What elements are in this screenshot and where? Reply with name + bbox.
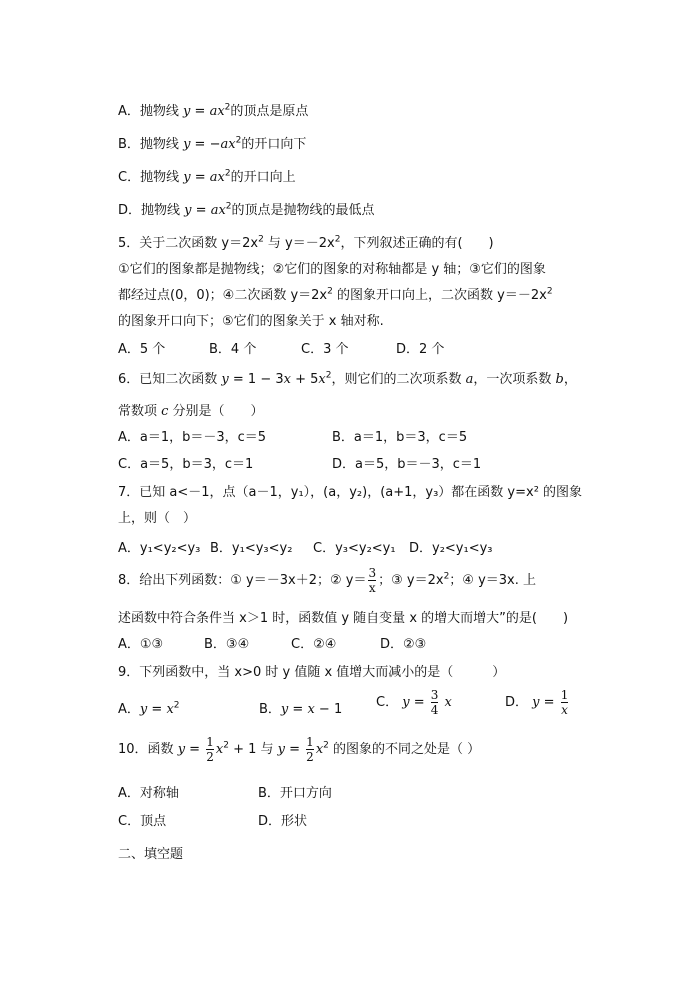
q9-option-c: C． y = $\frac{3}{4}$ x (376, 688, 452, 717)
q4-option-a-formula: y (183, 104, 191, 119)
q4-option-b-formula: y (183, 137, 191, 152)
q4-option-c-prefix: C．抛物线 (118, 170, 184, 185)
q4-option-c-suffix: 的开口向上 (230, 170, 296, 185)
q9-option-b: B．y = x − 1 (259, 702, 343, 717)
q7-line-2: 上，则（ ） (118, 511, 197, 526)
q8-line-2: 述函数中符合条件当 x＞1 时，函数值 y 随自变量 x 的增大而增大”的是( ) (118, 611, 569, 626)
q10-fraction-half-a: $\frac{1}{2}$ (206, 735, 214, 764)
q5-title: 5．关于二次函数 $y=2x^2$ 与 $y=-2x^2$，下列叙述正确的有( ) (118, 234, 494, 251)
q5-statement-line-3: 的图象开口向下；⑤它们的图象关于 x 轴对称. (118, 314, 384, 329)
q8-option-b: B．③④ (204, 637, 250, 652)
q6-option-b: B．a＝1，b＝3，c＝5 (332, 430, 468, 445)
q8-option-a: A．①③ (118, 637, 164, 652)
q10-title-part-a: 10．函数 (118, 742, 178, 757)
q8-title-part-c: ；④ y＝3x. 上 (449, 573, 537, 588)
q8-title: 8．给出下列函数：① y＝－3x＋2；② y＝ $\frac{3}{x}$ ；③ $y=2x^2$；④ y＝3x. 上 (118, 566, 537, 595)
q6-option-d: D．a＝5，b＝－3，c＝1 (332, 457, 482, 472)
q5-statement-line-2: 都经过点(0，0)；④二次函数 $y=2x^2$ 的图象开口向上，二次函数 $y=-2x^2$ (118, 286, 553, 303)
q5-option-a: A．5 个 (118, 342, 166, 357)
q4-option-b-suffix: 的开口向下 (241, 137, 307, 152)
q6-option-c: C．a＝5，b＝3，c＝1 (118, 457, 254, 472)
q5-option-c: C．3 个 (301, 342, 349, 357)
q7-title: 7．已知 a<－1，点（a－1，y₁），(a，y₂)，(a+1，y₃）都在函数 y=x² 的图象 (118, 485, 583, 500)
q9-option-a: A．$y = x^2$ (118, 700, 180, 717)
q8-title-part-b: ；③ y＝2x (378, 573, 444, 588)
q9-option-b-label: B． (259, 702, 281, 717)
q10-option-d: D．形状 (258, 814, 308, 829)
q5-option-d: D．2 个 (396, 342, 445, 357)
q6-title-part-c: ，一次项系数 (473, 372, 556, 387)
q8-option-c: C．②④ (291, 637, 337, 652)
q5-line-2-part-a: 都经过点(0，0)；④二次函数 y＝2x (118, 288, 328, 303)
q4-option-d-suffix: 的顶点是抛物线的最低点 (231, 203, 375, 218)
q9-option-c-label: C． (376, 695, 399, 710)
q7-option-b: B．y₁<y₃<y₂ (210, 541, 293, 556)
q9-option-a-label: A． (118, 702, 140, 717)
q8-title-part-a: 8．给出下列函数：① y＝－3x＋2；② y＝ (118, 573, 367, 588)
q6-line-2-part-a: 常数项 (118, 404, 162, 419)
q6-title-part-a: 6．已知二次函数 (118, 372, 222, 387)
q4-option-c: C．抛物线 $y = ax^2$的开口向上 (118, 168, 296, 185)
q10-option-c: C．顶点 (118, 814, 167, 829)
q10-fraction-half-b: $\frac{1}{2}$ (306, 735, 314, 764)
q4-option-b: B．抛物线 $y = -ax^2$的开口向下 (118, 135, 307, 152)
q4-option-d-formula: y (184, 203, 192, 218)
q10-title-part-c: 的图象的不同之处是（ ） (328, 742, 481, 757)
q7-option-d: D．y₂<y₁<y₃ (409, 541, 493, 556)
q8-fraction-3-over-x: $\frac{3}{x}$ (368, 566, 377, 595)
q4-option-a: A．抛物线 $y = ax^2$的顶点是原点 (118, 102, 309, 119)
q10-title: 10．函数 y = $\frac{1}{2}$ $x^2 + 1$ 与 y = $\frac{1}{2}$ $x^2$ 的图象的不同之处是（ ） (118, 735, 481, 764)
q7-option-a: A．y₁<y₂<y₃ (118, 541, 201, 556)
q5-option-b: B．4 个 (209, 342, 257, 357)
q9-option-d: D． y = $\frac{1}{x}$ (505, 688, 569, 717)
q9-title: 9．下列函数中，当 x>0 时 y 值随 x 值增大而减小的是（ ） (118, 665, 506, 680)
q9-fraction-3-over-4: $\frac{3}{4}$ (430, 688, 439, 717)
q10-option-b: B．开口方向 (258, 786, 332, 801)
q10-title-part-b: 与 (256, 742, 278, 757)
q5-line-2-part-b: 的图象开口向上，二次函数 y＝－2x (332, 288, 547, 303)
q7-option-c: C．y₃<y₂<y₁ (313, 541, 396, 556)
q5-title-part-c: ，下列叙述正确的有( ) (340, 236, 494, 251)
q5-statement-line-1: ①它们的图象都是抛物线；②它们的图象的对称轴都是 y 轴；③它们的图象 (118, 262, 546, 277)
q6-option-a: A．a＝1，b＝－3，c＝5 (118, 430, 267, 445)
section-heading: 二、填空题 (118, 847, 184, 862)
q6-title: 6．已知二次函数 $y = 1 - 3x + 5x^2$，则它们的二次项系数 a，一次项系数 b， (118, 370, 577, 387)
q6-line-2: 常数项 c 分别是（ ） (118, 404, 264, 419)
q4-option-b-prefix: B．抛物线 (118, 137, 184, 152)
q4-option-a-prefix: A．抛物线 (118, 104, 184, 119)
q5-title-part-a: 5．关于二次函数 y＝2x (118, 236, 259, 251)
q6-title-part-b: ，则它们的二次项系数 (331, 372, 466, 387)
q5-title-part-b: 与 y＝－2x (263, 236, 335, 251)
q9-option-d-label: D． (505, 695, 529, 710)
q4-option-c-formula: y (183, 170, 191, 185)
q4-option-a-suffix: 的顶点是原点 (230, 104, 309, 119)
q4-option-d-prefix: D．抛物线 (118, 203, 185, 218)
q9-fraction-1-over-x: $\frac{1}{x}$ (560, 688, 569, 717)
q6-line-2-part-b: 分别是（ ） (168, 404, 264, 419)
q6-formula: y (221, 372, 229, 387)
q4-option-d: D．抛物线 $y = ax^2$的顶点是抛物线的最低点 (118, 201, 375, 218)
q10-option-a: A．对称轴 (118, 786, 179, 801)
q8-option-d: D．②③ (380, 637, 427, 652)
